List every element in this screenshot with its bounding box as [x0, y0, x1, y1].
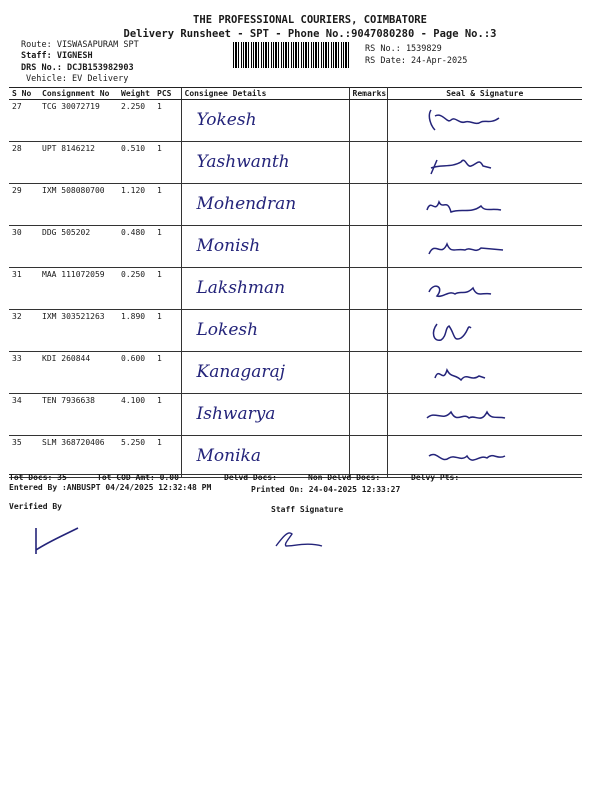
table-row: [9, 268, 582, 310]
sno-cell: 31: [9, 268, 39, 310]
consignee-handwritten-name: Kanagaraj: [196, 362, 285, 382]
col-consignment: Consignment No: [39, 88, 118, 100]
consignee-cell: [181, 268, 349, 310]
pcs-cell: 1: [154, 394, 181, 436]
consignment-cell: KDI 260844: [39, 352, 118, 394]
consignee-handwritten-name: Mohendran: [196, 194, 297, 214]
consignee-cell: [181, 142, 349, 184]
remarks-cell: [349, 226, 387, 268]
weight-cell: 1.120: [118, 184, 154, 226]
recipient-signature: [421, 104, 511, 136]
remarks-cell: [349, 100, 387, 142]
seal-signature-cell: [387, 310, 582, 352]
consignment-cell: UPT 8146212: [39, 142, 118, 184]
recipient-signature: [421, 230, 511, 262]
recipient-signature: [421, 314, 511, 346]
table-row: [9, 100, 582, 142]
seal-signature-cell: [387, 100, 582, 142]
barcode-image: [233, 42, 351, 68]
pcs-cell: 1: [154, 352, 181, 394]
consignment-cell: SLM 368720406: [39, 436, 118, 478]
table-row: [9, 310, 582, 352]
sno-cell: 29: [9, 184, 39, 226]
consignee-handwritten-name: Ishwarya: [196, 404, 276, 424]
verified-by-label: Verified By: [9, 502, 62, 511]
table-row: [9, 436, 582, 478]
col-sno: S No: [9, 88, 39, 100]
table-row: [9, 226, 582, 268]
col-seal: Seal & Signature: [387, 88, 582, 100]
consignee-handwritten-name: Lakshman: [196, 278, 286, 298]
table-row: [9, 394, 582, 436]
entered-by: Entered By :ANBUSPT 04/24/2025 12:32:48 PM: [9, 483, 212, 492]
remarks-cell: [349, 352, 387, 394]
weight-cell: 5.250: [118, 436, 154, 478]
col-weight: Weight: [118, 88, 154, 100]
table-header-row: [9, 88, 582, 100]
weight-cell: 0.480: [118, 226, 154, 268]
remarks-cell: [349, 184, 387, 226]
pcs-cell: 1: [154, 268, 181, 310]
col-remarks: Remarks: [349, 88, 387, 100]
consignee-cell: [181, 226, 349, 268]
weight-cell: 2.250: [118, 100, 154, 142]
route-label: Route: VISWASAPURAM SPT: [21, 40, 139, 50]
seal-signature-cell: [387, 142, 582, 184]
consignment-cell: TEN 7936638: [39, 394, 118, 436]
pcs-cell: 1: [154, 100, 181, 142]
runsheet-subtitle: Delivery Runsheet - SPT - Phone No.:9047080280 - Page No.:3: [123, 28, 497, 40]
weight-cell: 1.890: [118, 310, 154, 352]
delivery-table: [9, 87, 582, 478]
pcs-cell: 1: [154, 310, 181, 352]
remarks-cell: [349, 394, 387, 436]
recipient-signature: [421, 356, 511, 388]
rs-number: RS No.: 1539829: [365, 44, 442, 54]
sno-cell: 33: [9, 352, 39, 394]
table-row: [9, 142, 582, 184]
recipient-signature: [421, 398, 511, 430]
col-consignee: Consignee Details: [181, 88, 349, 100]
recipient-signature: [421, 146, 511, 178]
consignee-cell: [181, 310, 349, 352]
sno-cell: 34: [9, 394, 39, 436]
seal-signature-cell: [387, 394, 582, 436]
recipient-signature: [421, 272, 511, 304]
remarks-cell: [349, 310, 387, 352]
sno-cell: 28: [9, 142, 39, 184]
weight-cell: 4.100: [118, 394, 154, 436]
sno-cell: 35: [9, 436, 39, 478]
recipient-signature: [421, 440, 511, 472]
tot-docs: Tot Docs: 35: [9, 473, 67, 482]
table-row: [9, 352, 582, 394]
consignee-handwritten-name: Lokesh: [196, 320, 259, 340]
delvy-pts: Delvy Pts:: [411, 473, 460, 482]
remarks-cell: [349, 142, 387, 184]
staff-signature-mark: [272, 524, 327, 554]
consignee-cell: [181, 184, 349, 226]
pcs-cell: 1: [154, 184, 181, 226]
pcs-cell: 1: [154, 226, 181, 268]
tot-cod: Tot COD Amt: 0.00: [97, 473, 179, 482]
non-delvd-docs: Non Delvd Docs:: [308, 473, 381, 482]
sno-cell: 27: [9, 100, 39, 142]
consignee-cell: [181, 352, 349, 394]
consignment-cell: IXM 508080700: [39, 184, 118, 226]
seal-signature-cell: [387, 226, 582, 268]
consignment-cell: IXM 303521263: [39, 310, 118, 352]
table-row: [9, 184, 582, 226]
rs-date: RS Date: 24-Apr-2025: [365, 56, 468, 66]
weight-cell: 0.600: [118, 352, 154, 394]
vehicle-label: Vehicle: EV Delivery: [26, 74, 129, 84]
sno-cell: 30: [9, 226, 39, 268]
consignment-cell: MAA 111072059: [39, 268, 118, 310]
pcs-cell: 1: [154, 142, 181, 184]
recipient-signature: [421, 188, 511, 220]
drs-number: DRS No.: DCJB153982903: [21, 63, 134, 73]
remarks-cell: [349, 268, 387, 310]
remarks-cell: [349, 436, 387, 478]
col-pcs: PCS: [154, 88, 181, 100]
seal-signature-cell: [387, 436, 582, 478]
consignment-cell: TCG 30072719: [39, 100, 118, 142]
weight-cell: 0.250: [118, 268, 154, 310]
seal-signature-cell: [387, 268, 582, 310]
consignee-handwritten-name: Yokesh: [196, 110, 257, 130]
footer-divider: [9, 474, 582, 475]
seal-signature-cell: [387, 184, 582, 226]
staff-signature-label: Staff Signature: [271, 505, 344, 514]
pcs-cell: 1: [154, 436, 181, 478]
consignment-cell: DDG 505202: [39, 226, 118, 268]
consignee-cell: [181, 100, 349, 142]
consignee-handwritten-name: Yashwanth: [196, 152, 290, 172]
verified-signature: [28, 520, 88, 560]
staff-label: Staff: VIGNESH: [21, 51, 93, 61]
weight-cell: 0.510: [118, 142, 154, 184]
delvd-docs: Delvd Docs:: [224, 473, 277, 482]
seal-signature-cell: [387, 352, 582, 394]
consignee-cell: [181, 436, 349, 478]
consignee-handwritten-name: Monish: [196, 236, 261, 256]
consignee-handwritten-name: Monika: [196, 446, 261, 466]
company-title: THE PROFESSIONAL COURIERS, COIMBATORE: [193, 14, 427, 26]
sno-cell: 32: [9, 310, 39, 352]
printed-on: Printed On: 24-04-2025 12:33:27: [251, 485, 401, 494]
consignee-cell: [181, 394, 349, 436]
